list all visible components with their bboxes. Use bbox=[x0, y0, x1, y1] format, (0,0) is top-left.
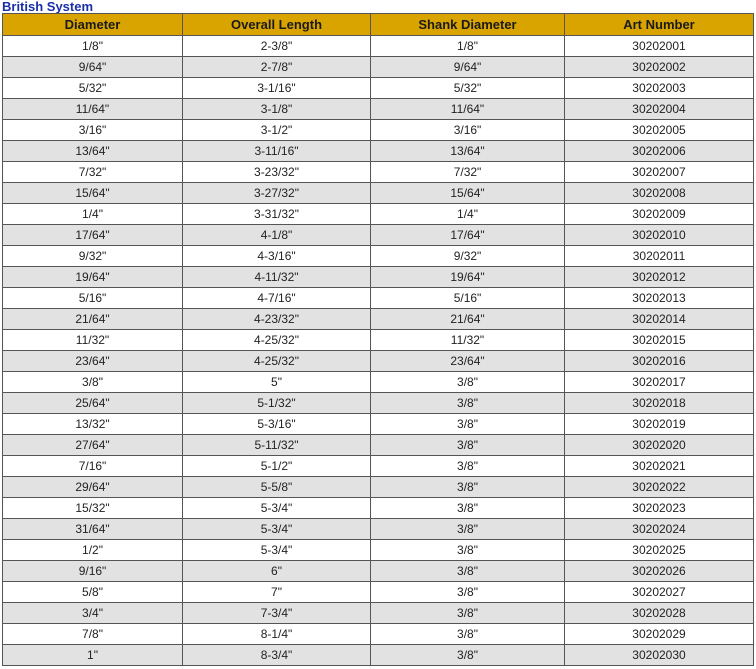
cell-diameter: 19/64" bbox=[3, 267, 183, 288]
drill-spec-table bbox=[2, 13, 754, 666]
cell-art-number: 30202012 bbox=[565, 267, 754, 288]
cell-diameter: 9/64" bbox=[3, 57, 183, 78]
cell-art-number: 30202004 bbox=[565, 99, 754, 120]
cell-overall-length: 7" bbox=[183, 582, 371, 603]
table-row bbox=[3, 414, 754, 435]
cell-diameter: 7/16" bbox=[3, 456, 183, 477]
cell-art-number: 30202020 bbox=[565, 435, 754, 456]
table-row bbox=[3, 582, 754, 603]
cell-diameter: 11/64" bbox=[3, 99, 183, 120]
cell-diameter: 1" bbox=[3, 645, 183, 666]
cell-art-number: 30202030 bbox=[565, 645, 754, 666]
cell-overall-length: 3-1/8" bbox=[183, 99, 371, 120]
cell-art-number: 30202010 bbox=[565, 225, 754, 246]
table-row bbox=[3, 477, 754, 498]
cell-shank-diameter: 1/4" bbox=[371, 204, 565, 225]
cell-art-number: 30202026 bbox=[565, 561, 754, 582]
header-overall-length: Overall Length bbox=[183, 14, 371, 36]
cell-diameter: 7/32" bbox=[3, 162, 183, 183]
cell-shank-diameter: 3/8" bbox=[371, 477, 565, 498]
table-row bbox=[3, 309, 754, 330]
cell-overall-length: 3-23/32" bbox=[183, 162, 371, 183]
cell-art-number: 30202002 bbox=[565, 57, 754, 78]
cell-art-number: 30202018 bbox=[565, 393, 754, 414]
cell-diameter: 9/16" bbox=[3, 561, 183, 582]
cell-shank-diameter: 3/8" bbox=[371, 414, 565, 435]
cell-overall-length: 5-11/32" bbox=[183, 435, 371, 456]
cell-overall-length: 8-1/4" bbox=[183, 624, 371, 645]
cell-shank-diameter: 3/8" bbox=[371, 498, 565, 519]
cell-diameter: 9/32" bbox=[3, 246, 183, 267]
cell-art-number: 30202005 bbox=[565, 120, 754, 141]
table-row bbox=[3, 645, 754, 666]
table-row bbox=[3, 204, 754, 225]
table-row bbox=[3, 141, 754, 162]
cell-shank-diameter: 17/64" bbox=[371, 225, 565, 246]
cell-shank-diameter: 11/32" bbox=[371, 330, 565, 351]
cell-overall-length: 4-7/16" bbox=[183, 288, 371, 309]
cell-overall-length: 4-25/32" bbox=[183, 351, 371, 372]
cell-shank-diameter: 11/64" bbox=[371, 99, 565, 120]
table-body bbox=[3, 36, 754, 666]
cell-diameter: 23/64" bbox=[3, 351, 183, 372]
cell-overall-length: 5-3/4" bbox=[183, 498, 371, 519]
cell-overall-length: 5-1/32" bbox=[183, 393, 371, 414]
cell-diameter: 15/64" bbox=[3, 183, 183, 204]
cell-diameter: 5/32" bbox=[3, 78, 183, 99]
cell-art-number: 30202023 bbox=[565, 498, 754, 519]
cell-shank-diameter: 3/8" bbox=[371, 540, 565, 561]
cell-shank-diameter: 9/32" bbox=[371, 246, 565, 267]
cell-art-number: 30202029 bbox=[565, 624, 754, 645]
cell-shank-diameter: 3/8" bbox=[371, 645, 565, 666]
table-row bbox=[3, 624, 754, 645]
cell-overall-length: 3-1/16" bbox=[183, 78, 371, 99]
cell-art-number: 30202011 bbox=[565, 246, 754, 267]
table-header bbox=[3, 14, 754, 36]
cell-diameter: 31/64" bbox=[3, 519, 183, 540]
cell-diameter: 5/8" bbox=[3, 582, 183, 603]
table-row bbox=[3, 330, 754, 351]
cell-overall-length: 6" bbox=[183, 561, 371, 582]
table-row bbox=[3, 498, 754, 519]
cell-overall-length: 5-5/8" bbox=[183, 477, 371, 498]
cell-diameter: 17/64" bbox=[3, 225, 183, 246]
table-row bbox=[3, 225, 754, 246]
cell-shank-diameter: 3/8" bbox=[371, 519, 565, 540]
cell-diameter: 13/64" bbox=[3, 141, 183, 162]
cell-art-number: 30202009 bbox=[565, 204, 754, 225]
cell-art-number: 30202013 bbox=[565, 288, 754, 309]
header-row bbox=[3, 14, 754, 36]
cell-diameter: 1/4" bbox=[3, 204, 183, 225]
cell-overall-length: 2-7/8" bbox=[183, 57, 371, 78]
header-diameter: Diameter bbox=[3, 14, 183, 36]
cell-diameter: 25/64" bbox=[3, 393, 183, 414]
cell-diameter: 3/4" bbox=[3, 603, 183, 624]
cell-shank-diameter: 3/8" bbox=[371, 582, 565, 603]
cell-overall-length: 5" bbox=[183, 372, 371, 393]
table-row bbox=[3, 183, 754, 204]
cell-shank-diameter: 19/64" bbox=[371, 267, 565, 288]
cell-overall-length: 5-3/4" bbox=[183, 519, 371, 540]
header-art-number: Art Number bbox=[565, 14, 754, 36]
cell-art-number: 30202006 bbox=[565, 141, 754, 162]
cell-art-number: 30202001 bbox=[565, 36, 754, 57]
cell-shank-diameter: 3/8" bbox=[371, 624, 565, 645]
cell-diameter: 3/16" bbox=[3, 120, 183, 141]
table-row bbox=[3, 288, 754, 309]
table-row bbox=[3, 351, 754, 372]
cell-overall-length: 5-3/4" bbox=[183, 540, 371, 561]
cell-art-number: 30202017 bbox=[565, 372, 754, 393]
cell-art-number: 30202027 bbox=[565, 582, 754, 603]
cell-diameter: 13/32" bbox=[3, 414, 183, 435]
cell-shank-diameter: 3/8" bbox=[371, 372, 565, 393]
cell-shank-diameter: 15/64" bbox=[371, 183, 565, 204]
cell-overall-length: 5-1/2" bbox=[183, 456, 371, 477]
table-row bbox=[3, 120, 754, 141]
cell-overall-length: 4-11/32" bbox=[183, 267, 371, 288]
cell-shank-diameter: 23/64" bbox=[371, 351, 565, 372]
cell-overall-length: 4-25/32" bbox=[183, 330, 371, 351]
cell-shank-diameter: 3/8" bbox=[371, 603, 565, 624]
cell-art-number: 30202015 bbox=[565, 330, 754, 351]
table-row bbox=[3, 393, 754, 414]
cell-diameter: 21/64" bbox=[3, 309, 183, 330]
cell-shank-diameter: 5/32" bbox=[371, 78, 565, 99]
cell-diameter: 1/2" bbox=[3, 540, 183, 561]
cell-art-number: 30202025 bbox=[565, 540, 754, 561]
cell-shank-diameter: 7/32" bbox=[371, 162, 565, 183]
cell-diameter: 15/32" bbox=[3, 498, 183, 519]
cell-art-number: 30202022 bbox=[565, 477, 754, 498]
cell-overall-length: 3-11/16" bbox=[183, 141, 371, 162]
table-row bbox=[3, 57, 754, 78]
table-row bbox=[3, 99, 754, 120]
cell-art-number: 30202008 bbox=[565, 183, 754, 204]
cell-diameter: 5/16" bbox=[3, 288, 183, 309]
table-row bbox=[3, 435, 754, 456]
cell-shank-diameter: 3/8" bbox=[371, 435, 565, 456]
cell-overall-length: 8-3/4" bbox=[183, 645, 371, 666]
cell-overall-length: 7-3/4" bbox=[183, 603, 371, 624]
cell-art-number: 30202016 bbox=[565, 351, 754, 372]
cell-shank-diameter: 9/64" bbox=[371, 57, 565, 78]
table-row bbox=[3, 246, 754, 267]
cell-shank-diameter: 3/8" bbox=[371, 456, 565, 477]
cell-overall-length: 3-1/2" bbox=[183, 120, 371, 141]
table-row bbox=[3, 36, 754, 57]
cell-overall-length: 5-3/16" bbox=[183, 414, 371, 435]
cell-diameter: 11/32" bbox=[3, 330, 183, 351]
cell-shank-diameter: 13/64" bbox=[371, 141, 565, 162]
cell-art-number: 30202019 bbox=[565, 414, 754, 435]
table-row bbox=[3, 456, 754, 477]
cell-shank-diameter: 3/8" bbox=[371, 561, 565, 582]
cell-overall-length: 2-3/8" bbox=[183, 36, 371, 57]
table-row bbox=[3, 519, 754, 540]
table-row bbox=[3, 540, 754, 561]
table-row bbox=[3, 372, 754, 393]
cell-shank-diameter: 3/8" bbox=[371, 393, 565, 414]
cell-overall-length: 4-3/16" bbox=[183, 246, 371, 267]
cell-art-number: 30202028 bbox=[565, 603, 754, 624]
cell-art-number: 30202021 bbox=[565, 456, 754, 477]
cell-overall-length: 3-31/32" bbox=[183, 204, 371, 225]
cell-art-number: 30202024 bbox=[565, 519, 754, 540]
cell-art-number: 30202014 bbox=[565, 309, 754, 330]
cell-diameter: 7/8" bbox=[3, 624, 183, 645]
cell-overall-length: 4-23/32" bbox=[183, 309, 371, 330]
cell-diameter: 29/64" bbox=[3, 477, 183, 498]
header-shank-diameter: Shank Diameter bbox=[371, 14, 565, 36]
section-title: British System bbox=[2, 0, 94, 14]
cell-shank-diameter: 21/64" bbox=[371, 309, 565, 330]
cell-diameter: 3/8" bbox=[3, 372, 183, 393]
cell-overall-length: 3-27/32" bbox=[183, 183, 371, 204]
cell-art-number: 30202003 bbox=[565, 78, 754, 99]
table-row bbox=[3, 78, 754, 99]
table-row bbox=[3, 267, 754, 288]
cell-shank-diameter: 1/8" bbox=[371, 36, 565, 57]
cell-shank-diameter: 3/16" bbox=[371, 120, 565, 141]
cell-diameter: 27/64" bbox=[3, 435, 183, 456]
table-row bbox=[3, 561, 754, 582]
cell-shank-diameter: 5/16" bbox=[371, 288, 565, 309]
table-row bbox=[3, 162, 754, 183]
cell-diameter: 1/8" bbox=[3, 36, 183, 57]
table-row bbox=[3, 603, 754, 624]
cell-overall-length: 4-1/8" bbox=[183, 225, 371, 246]
cell-art-number: 30202007 bbox=[565, 162, 754, 183]
